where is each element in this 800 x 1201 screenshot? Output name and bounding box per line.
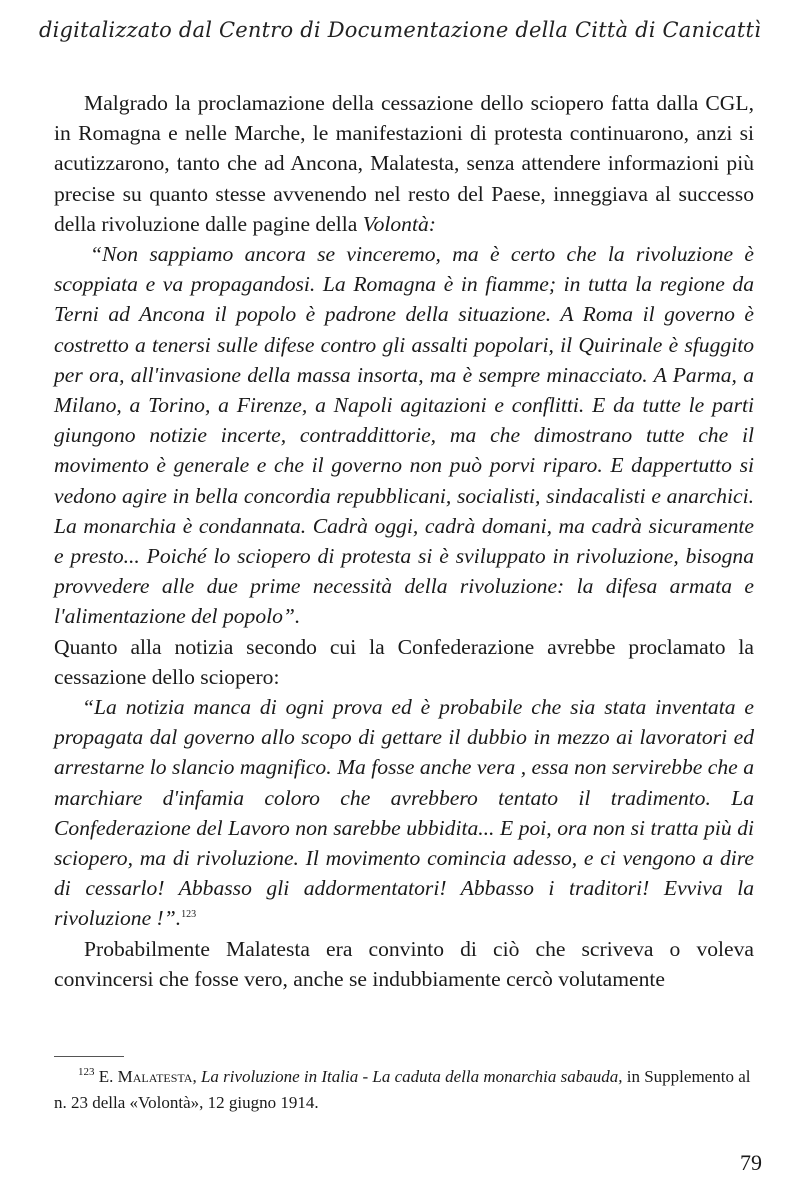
digitization-watermark: digitalizzato dal Centro di Documentazione della Città di Canicattì — [38, 18, 762, 42]
quote-denial-text: “La notizia manca di ogni prova ed è probabile che sia stata inventata e propagata dal governo allo scopo di gettare il dubbio in mezzo ai lavoratori ed arrestarne lo slancio magnifico. Ma fosse anche vera , essa non servirebbe che a marchiare d'infamia coloro che avrebbero tentato il tradimento. La Confederazione del Lavoro non sarebbe ubbidita... E poi, ora non si tratta più di sciopero, ma di rivoluzione. Il movimento comincia adesso, e ci vengono a dire di cessarlo! Abbasso gli addormentatori! Abbasso i traditori! Evviva la rivoluzione !”. — [54, 695, 754, 931]
footnote-reference: 123 — [181, 909, 197, 921]
footnote — [54, 1064, 754, 1116]
paragraph-conclusion: Probabilmente Malatesta era convinto di ciò che scriveva o voleva convincersi che fosse vero, anche se indubbiamente cercò volutamente — [54, 936, 754, 991]
page-body — [54, 88, 754, 994]
paragraph-intro — [54, 88, 754, 239]
footnote-divider — [54, 1056, 124, 1057]
journal-name: Volontà: — [362, 211, 436, 236]
footnote-author-surname: Malatesta, — [117, 1067, 197, 1086]
footnote-source: in Supplemento al n. 23 della « — [54, 1067, 751, 1112]
page-number: 79 — [740, 1150, 762, 1175]
footnote-title: La rivoluzione in Italia - La caduta della monarchia sabauda, — [200, 1067, 623, 1086]
footnote-author-initial: E. — [98, 1067, 114, 1086]
footnote-journal: Volontà — [138, 1093, 191, 1112]
quote-denial — [54, 692, 754, 934]
paragraph-intro-text: Malgrado la proclamazione della cessazione dello sciopero fatta dalla CGL, in Romagna e nelle Marche, le manifestazioni di protesta continuarono, anzi si acutizzarono, tanto che ad Ancona, Malatesta, senza attendere informazioni più precise su quanto stesse avvenendo nel resto del Paese, inneggiava al successo della rivoluzione dalle pagine della — [54, 91, 754, 236]
footnote-number: 123 — [78, 1066, 95, 1079]
paragraph-confederation: Quanto alla notizia secondo cui la Confederazione avrebbe proclamato la cessazione dello sciopero: — [54, 634, 754, 689]
footnote-date: », 12 giugno 1914. — [190, 1093, 319, 1112]
quote-revolution: “Non sappiamo ancora se vinceremo, ma è certo che la rivoluzione è scoppiata e va propagandosi. La Romagna è in fiamme; in tutta la regione da Terni ad Ancona il popolo è padrone della situazione. A Roma il governo è costretto a tenersi sulle difese contro gli assalti popolari, il Quirinale è sfuggito per ora, all'invasione della massa insorta, ma è sempre minacciato. A Parma, a Milano, a Torino, a Firenze, a Napoli agitazioni e conflitti. E da tutte le parti giungono notizie incerte, contraddittorie, ma che dimostrano tutte che il movimento è generale e che il governo non può porvi riparo. E dappertutto si vedono agire in bella concordia repubblicani, socialisti, sindacalisti e anarchici. La monarchia è condannata. Cadrà oggi, cadrà domani, ma cadrà sicuramente e presto... Poiché lo sciopero di protesta si è sviluppato in rivoluzione, bisogna provvedere alle due prime necessità della rivoluzione: la difesa armata e l'alimentazione del popolo”. — [54, 242, 754, 629]
